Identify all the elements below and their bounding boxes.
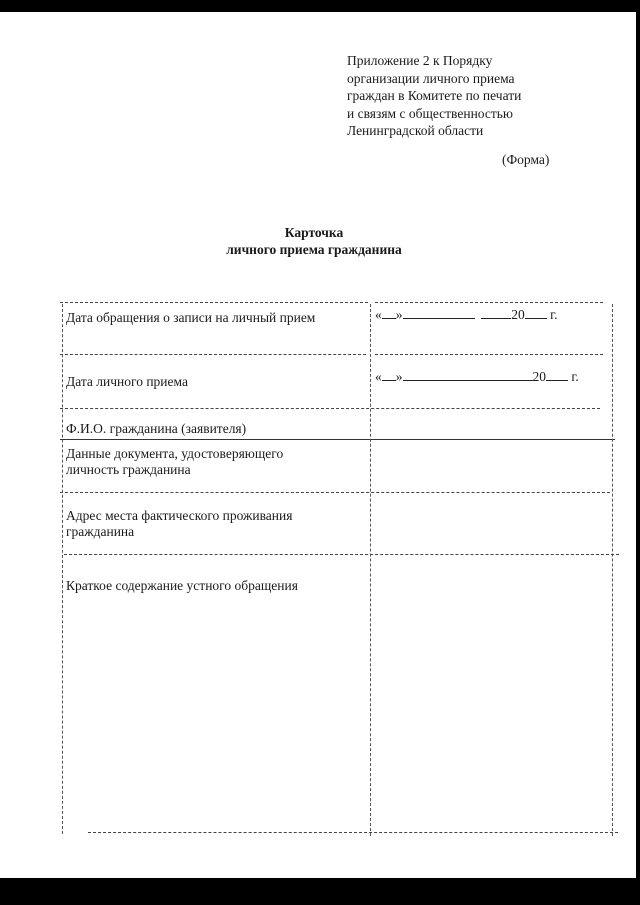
label-line: гражданина: [66, 524, 135, 539]
label-line: Данные документа, удостоверяющего: [66, 446, 284, 461]
table-top-border-right: [375, 302, 603, 303]
table-top-border-left: [60, 302, 368, 303]
date-field-reception: [375, 368, 579, 385]
appendix-line: Ленинградской области: [347, 123, 484, 138]
quote-open: «: [375, 369, 382, 384]
appendix-line: Приложение 2 к Порядку: [347, 53, 493, 68]
document-page: [0, 12, 636, 878]
row-label-full-name: Ф.И.О. гражданина (заявителя): [66, 421, 247, 436]
label-line: Адрес места фактического проживания: [66, 508, 293, 523]
table-right-border: [612, 304, 613, 836]
row-label-request-date: Дата обращения о записи на личный прием: [66, 310, 316, 325]
table-left-border: [62, 304, 63, 834]
row-label-address: [66, 508, 292, 540]
day-blank: [382, 306, 396, 319]
year-suffix: г.: [571, 369, 579, 384]
row-divider: [375, 354, 603, 355]
row-divider: [60, 354, 366, 355]
document-title: Карточка: [284, 225, 344, 240]
row-divider: [60, 408, 600, 409]
form-label: (Форма): [502, 152, 550, 167]
column-divider: [370, 304, 371, 836]
appendix-line: граждан в Комитете по печати: [347, 88, 522, 103]
quote-close: »: [395, 369, 403, 384]
year-suffix: г.: [550, 307, 558, 322]
row-divider: [60, 492, 610, 493]
quote-close: »: [395, 307, 403, 322]
row-divider: [64, 554, 619, 555]
quote-open: «: [375, 307, 382, 322]
year-blank: [546, 368, 568, 381]
row-label-identity-document: [66, 446, 283, 478]
day-blank: [382, 368, 396, 381]
appendix-line: организации личного приема: [347, 70, 515, 86]
label-line: личность гражданина: [66, 462, 191, 477]
row-divider: [60, 439, 615, 440]
row-label-reception-date: Дата личного приема: [66, 374, 188, 389]
date-field-request: [375, 306, 558, 323]
year-blank: [525, 306, 547, 319]
document-subtitle: личного приема гражданина: [226, 242, 402, 257]
year-prefix: 20: [532, 369, 546, 384]
month-blank: [403, 368, 533, 381]
month-blank: [403, 306, 475, 319]
year-prefix: 20: [511, 307, 525, 322]
table-bottom-border: [88, 832, 618, 833]
row-label-appeal-summary: Краткое содержание устного обращения: [66, 578, 298, 593]
appendix-line: и связям с общественностью: [347, 105, 514, 121]
year-blank-lead: [481, 306, 511, 319]
appendix-note: [347, 52, 521, 140]
